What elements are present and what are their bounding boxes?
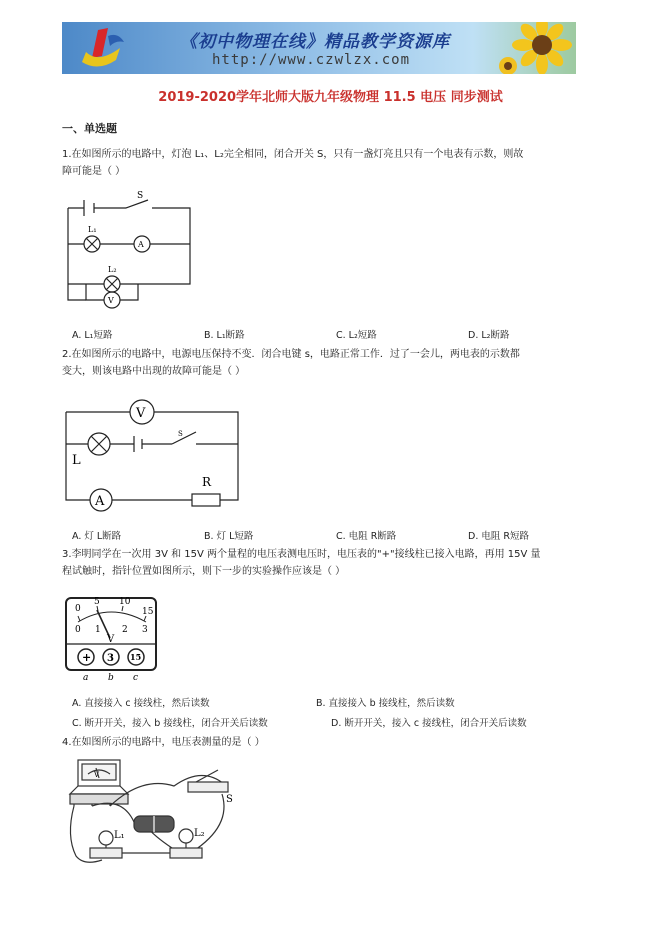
document-title: 2019-2020学年北师大版九年级物理 11.5 电压 同步测试 [158,90,503,105]
q2-option-c[interactable]: C. 电阻 R断路 [336,531,397,542]
q1-option-b[interactable]: B. L₁断路 [204,330,245,341]
q3-option-d[interactable]: D. 断开开关，接入 c 接线柱，闭合开关后读数 [331,718,527,729]
question-4 [62,734,622,751]
q3-option-c[interactable]: C. 断开开关，接入 b 接线柱，闭合开关后读数 [72,718,268,729]
q2-option-d[interactable]: D. 电阻 R短路 [468,531,529,542]
top-tick-15: 15 [142,607,154,617]
bottom-tick-3: 3 [142,625,148,635]
lamp-l1-label: L₁ [88,225,97,234]
q1-option-d[interactable]: D. L₂断路 [468,330,510,341]
lamp-l2-label: L₂ [194,828,205,839]
switch-label: S [178,430,183,438]
site-logo [68,26,138,72]
q1-option-a[interactable]: A. L₁短路 [72,330,113,341]
question-2-line2: 变大，则该电路中出现的故障可能是（ ） [62,366,246,377]
switch-label: S [226,794,233,805]
question-2-line1: 2.在如图所示的电路中，电源电压保持不变．闭合电键 s，电路正常工作．过了一会儿，两电表的示数都 [62,349,520,360]
terminal-15: 15 [130,652,142,662]
resistor-label: R [202,475,212,489]
lamp-l1-label: L₁ [114,830,125,841]
voltmeter-dial-figure [64,596,160,682]
section-heading: 一、单选题 [62,122,117,135]
question-2 [62,346,622,380]
banner-url[interactable]: http://www.czwlzx.com [212,52,411,68]
question-3-line1: 3.李明同学在一次用 3V 和 15V 两个量程的电压表测电压时，电压表的"+"接线柱已接入电路，再用 15V 量 [62,549,541,560]
lamp-label: L [72,453,81,468]
switch-label: S [137,191,144,201]
q2-option-a[interactable]: A. 灯 L断路 [72,531,122,542]
q3-option-a[interactable]: A. 直接接入 c 接线柱，然后读数 [72,698,210,709]
question-1-line1: 1.在如图所示的电路中，灯泡 L₁、L₂完全相同，闭合开关 S，只有一盏灯亮且只有一个电表有示数，则故 [62,149,524,160]
terminal-a-label: a [83,673,89,682]
terminal-c-label: c [133,673,139,682]
lamp-l2-label: L₂ [108,265,117,274]
question-3 [62,546,622,580]
question-1-line2: 障可能是（ ） [62,166,126,177]
question-3-line2: 程试触时，指针位置如图所示，则下一步的实验操作应该是（ ） [62,566,346,577]
terminal-plus: + [82,651,92,664]
bottom-tick-0: 0 [75,625,81,635]
top-tick-5: 5 [94,597,100,607]
ammeter-label: A [95,494,105,509]
top-tick-10: 10 [119,597,131,607]
circuit-photo-4 [62,756,242,868]
header-banner [62,22,576,74]
sunflower-image [492,22,576,74]
q2-option-b[interactable]: B. 灯 L短路 [204,531,254,542]
meter-label: V [94,771,100,779]
q3-option-b[interactable]: B. 直接接入 b 接线柱，然后读数 [316,698,455,709]
circuit-diagram-2 [62,396,244,514]
top-tick-0: 0 [75,604,81,614]
terminal-3: 3 [107,653,114,664]
circuit-diagram-1 [62,188,212,318]
unit-label: V [107,634,115,645]
voltmeter-label: V [136,406,146,421]
question-4-line1: 4.在如图所示的电路中，电压表测量的是（ ） [62,737,265,748]
bottom-tick-2: 2 [122,625,128,635]
bottom-tick-1: 1 [95,625,101,635]
voltmeter-label: V [108,296,114,305]
banner-title: 《初中物理在线》精品教学资源库 [180,32,450,52]
q1-option-c[interactable]: C. L₂短路 [336,330,377,341]
terminal-b-label: b [108,673,114,682]
ammeter-label: A [138,240,144,249]
question-1 [62,146,622,180]
